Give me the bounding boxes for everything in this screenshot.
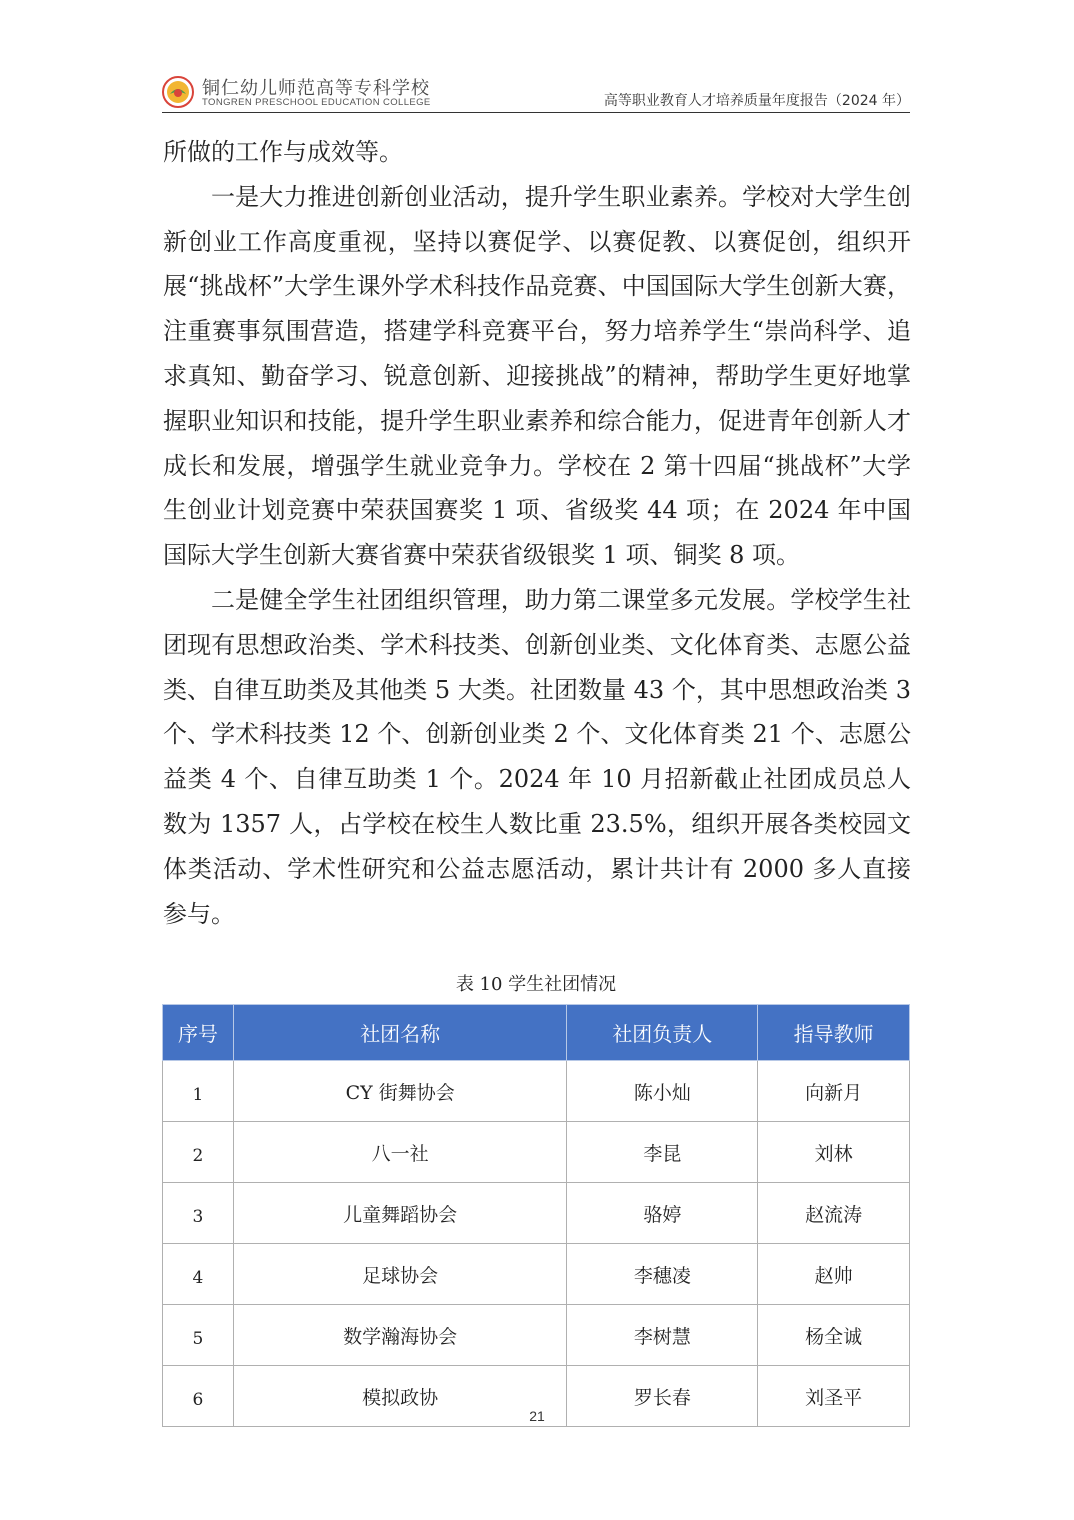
college-name-en: TONGREN PRESCHOOL EDUCATION COLLEGE: [202, 97, 431, 108]
cell-club-name: CY 街舞协会: [233, 1061, 567, 1122]
college-emblem-icon: [162, 76, 194, 108]
report-title: 高等职业教育人才培养质量年度报告（2024 年）: [603, 93, 910, 109]
cell-index: 2: [163, 1122, 234, 1183]
cell-club-name: 模拟政协: [233, 1366, 567, 1427]
college-name-cn: 铜仁幼儿师范高等专科学校: [202, 78, 430, 99]
table-header-row: [163, 1005, 910, 1061]
cell-index: 3: [163, 1183, 234, 1244]
cell-index: 6: [163, 1366, 234, 1427]
cell-advisor: 刘圣平: [758, 1366, 910, 1427]
cell-club-leader: 罗长春: [567, 1366, 758, 1427]
page-number: 21: [529, 1408, 545, 1424]
table-row: [163, 1183, 910, 1244]
table-row: [163, 1305, 910, 1366]
cell-club-leader: 李树慧: [567, 1305, 758, 1366]
header-index: 序号: [163, 1005, 234, 1061]
paragraph-continuation: 所做的工作与成效等。: [163, 138, 403, 166]
body-text: [163, 130, 911, 936]
cell-advisor: 向新月: [758, 1061, 910, 1122]
cell-club-name: 儿童舞蹈协会: [233, 1183, 567, 1244]
cell-club-leader: 李穗凌: [567, 1244, 758, 1305]
cell-advisor: 赵流涛: [758, 1183, 910, 1244]
cell-club-name: 足球协会: [233, 1244, 567, 1305]
cell-index: 5: [163, 1305, 234, 1366]
table-caption: 表 10 学生社团情况: [455, 974, 617, 995]
cell-advisor: 刘林: [758, 1122, 910, 1183]
cell-index: 1: [163, 1061, 234, 1122]
cell-club-leader: 骆婷: [567, 1183, 758, 1244]
header-advisor: 指导教师: [758, 1005, 910, 1061]
paragraph-innovation: 一是大力推进创新创业活动，提升学生职业素养。学校对大学生创新创业工作高度重视，坚持以赛促学、以赛促教、以赛促创，组织开展“挑战杯”大学生课外学术科技作品竞赛、中国国际大学生创新大赛，注重赛事氛围营造，搭建学科竞赛平台，努力培养学生“崇尚科学、追求真知、勤奋学习、锐意创新、迎接挑战”的精神，帮助学生更好地掌握职业知识和技能，提升学生职业素养和综合能力，促进青年创新人才成长和发展，增强学生就业竞争力。学校在 2 第十四届“挑战杯”大学生创业计划竞赛中荣获国赛奖 1 项、省级奖 44 项；在 2024 年中国国际大学生创新大赛省赛中荣获省级银奖 1 项、铜奖 8 项。: [163, 182, 911, 570]
cell-club-leader: 李昆: [567, 1122, 758, 1183]
cell-index: 4: [163, 1244, 234, 1305]
student-clubs-table: [162, 1004, 910, 1427]
cell-club-leader: 陈小灿: [567, 1061, 758, 1122]
cell-club-name: 数学瀚海协会: [233, 1305, 567, 1366]
cell-advisor: 杨全诚: [758, 1305, 910, 1366]
header-club-name: 社团名称: [233, 1005, 567, 1061]
paragraph-clubs: 二是健全学生社团组织管理，助力第二课堂多元发展。学校学生社团现有思想政治类、学术科技类、创新创业类、文化体育类、志愿公益类、自律互助类及其他类 5 大类。社团数量 43 个，其中思想政治类 3 个、学术科技类 12 个、创新创业类 2 个、文化体育类 21 个、志愿公益类 4 个、自律互助类 1 个。2024 年 10 月招新截止社团成员总人数为 1357 人，占学校在校生人数比重 23.5%，组织开展各类校园文体类活动、学术性研究和公益志愿活动，累计共计有 2000 多人直接参与。: [163, 585, 911, 928]
table-row: [163, 1061, 910, 1122]
table-row: [163, 1244, 910, 1305]
header-club-leader: 社团负责人: [567, 1005, 758, 1061]
page-header: [162, 70, 910, 113]
cell-club-name: 八一社: [233, 1122, 567, 1183]
cell-advisor: 赵帅: [758, 1244, 910, 1305]
table-row: [163, 1122, 910, 1183]
